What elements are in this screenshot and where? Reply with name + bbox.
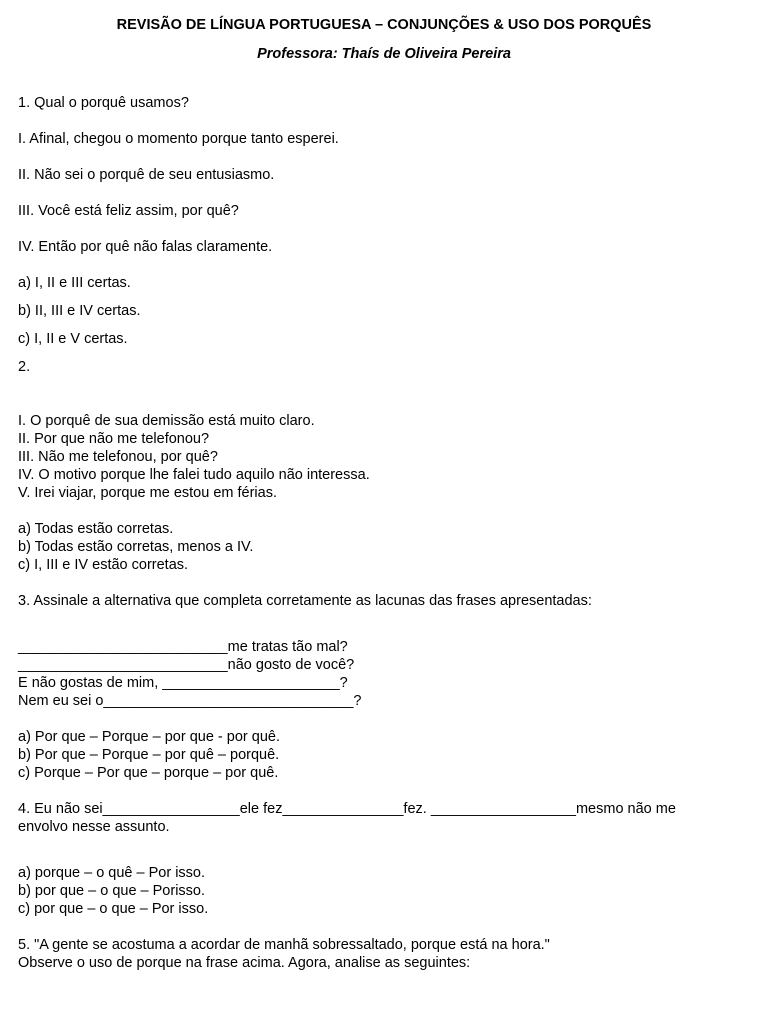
question-3-option-b: b) Por que – Porque – por quê – porquê. [18, 747, 280, 763]
question-3 [18, 592, 750, 782]
question-3-blank-line: E não gostas de mim, ______________________? [18, 675, 348, 691]
question-4-prompt-continued: envolvo nesse assunto. [18, 819, 170, 835]
question-1-item: III. Você está feliz assim, por quê? [18, 203, 239, 219]
question-5-instruction: Observe o uso de porque na frase acima. Agora, analise as seguintes: [18, 955, 471, 971]
question-2-item: V. Irei viajar, porque me estou em férias. [18, 485, 277, 501]
question-4-option-b: b) por que – o que – Porisso. [18, 883, 206, 899]
question-2-option-a: a) Todas estão corretas. [18, 521, 174, 537]
question-2-item: II. Por que não me telefonou? [18, 431, 210, 447]
question-2 [18, 358, 750, 574]
question-1-item: I. Afinal, chegou o momento porque tanto esperei. [18, 131, 339, 147]
question-3-option-a: a) Por que – Porque – por que - por quê. [18, 729, 280, 745]
question-5 [18, 936, 750, 972]
question-4-option-a: a) porque – o quê – Por isso. [18, 865, 206, 881]
question-1-prompt: 1. Qual o porquê usamos? [18, 95, 189, 111]
question-5-quote: 5. "A gente se acostuma a acordar de manhã sobressaltado, porque está na hora." [18, 937, 550, 953]
question-2-prompt: 2. [18, 359, 31, 375]
question-1-option-a: a) I, II e III certas. [18, 275, 131, 291]
question-4-option-c: c) por que – o que – Por isso. [18, 901, 209, 917]
question-2-option-c: c) I, III e IV estão corretas. [18, 557, 189, 573]
question-1-item: II. Não sei o porquê de seu entusiasmo. [18, 167, 275, 183]
question-2-item: III. Não me telefonou, por quê? [18, 449, 218, 465]
question-2-option-b: b) Todas estão corretas, menos a IV. [18, 539, 254, 555]
teacher-name: Professora: Thaís de Oliveira Pereira [257, 46, 511, 62]
question-3-blank-line: Nem eu sei o_______________________________? [18, 693, 362, 709]
question-1-option-c: c) I, II e V certas. [18, 331, 128, 347]
question-3-prompt: 3. Assinale a alternativa que completa corretamente as lacunas das frases apresentadas: [18, 593, 592, 609]
question-4 [18, 800, 750, 918]
question-2-item: IV. O motivo porque lhe falei tudo aquilo não interessa. [18, 467, 370, 483]
question-1 [18, 94, 750, 348]
question-1-option-b: b) II, III e IV certas. [18, 303, 141, 319]
question-4-prompt: 4. Eu não sei_________________ele fez_______________fez. __________________mesmo não me [18, 801, 676, 817]
question-2-item: I. O porquê de sua demissão está muito claro. [18, 413, 315, 429]
question-3-blank-line: __________________________não gosto de você? [18, 657, 355, 673]
question-3-option-c: c) Porque – Por que – porque – por quê. [18, 765, 279, 781]
question-1-item: IV. Então por quê não falas claramente. [18, 239, 273, 255]
question-3-blank-line: __________________________me tratas tão mal? [18, 639, 348, 655]
page-title: REVISÃO DE LÍNGUA PORTUGUESA – CONJUNÇÕES & USO DOS PORQUÊS [116, 17, 652, 33]
